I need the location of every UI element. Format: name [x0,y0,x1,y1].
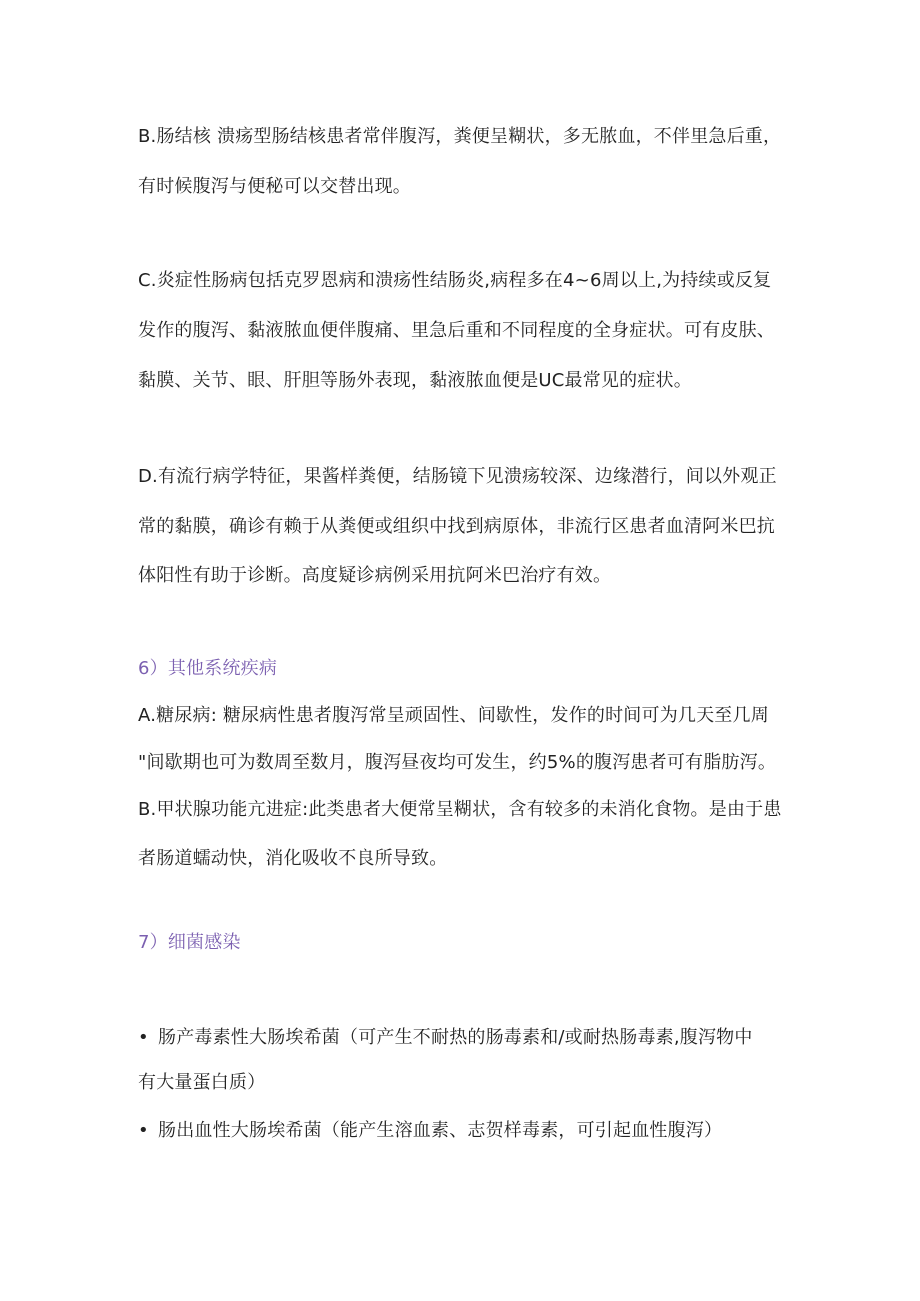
paragraph-b-tb-line-2: 有时候腹泻与便秘可以交替出现。 [138,176,411,197]
paragraph-b-thyroid-line-1: B.甲状腺功能亢进症:此类患者大便常呈糊状，含有较多的未消化食物。是由于患 [138,799,782,820]
paragraph-a-diabetes-line-2: "间歇期也可为数周至数月，腹泻昼夜均可发生，约5%的腹泻患者可有脂肪泻。 [138,752,777,773]
paragraph-d-amoeba-line-3: 体阳性有助于诊断。高度疑诊病例采用抗阿米巴治疗有效。 [138,565,612,586]
bullet-item-etec-line-1: 肠产毒素性大肠埃希菌（可产生不耐热的肠毒素和/或耐热肠毒素,腹泻物中 [158,1027,753,1048]
section-6-heading: 6）其他系统疾病 [138,658,278,679]
paragraph-c-ibd-line-2: 发作的腹泻、黏液脓血便伴腹痛、里急后重和不同程度的全身症状。可有皮肤、 [138,320,775,341]
section-7-heading: 7）细菌感染 [138,932,241,953]
paragraph-d-amoeba-line-2: 常的黏膜，确诊有赖于从粪便或组织中找到病原体，非流行区患者血清阿米巴抗 [138,516,775,537]
paragraph-b-tb-line-1: B.肠结核 溃疡型肠结核患者常伴腹泻，粪便呈糊状，多无脓血，不伴里急后重， [138,126,782,147]
paragraph-a-diabetes-line-1: A.糖尿病: 糖尿病性患者腹泻常呈顽固性、间歇性，发作的时间可为几天至几周 [138,705,769,726]
bullet-marker: • [138,1120,149,1141]
paragraph-d-amoeba-line-1: D.有流行病学特征，果酱样粪便，结肠镜下见溃疡较深、边缘潜行，间以外观正 [138,466,777,487]
paragraph-c-ibd-line-3: 黏膜、关节、眼、肝胆等肠外表现，黏液脓血便是UC最常见的症状。 [138,370,692,391]
paragraph-c-ibd-line-1: C.炎症性肠病包括克罗恩病和溃疡性结肠炎,病程多在4~6周以上,为持续或反复 [138,270,772,291]
bullet-item-etec-line-2: 有大量蛋白质） [138,1072,266,1093]
paragraph-b-thyroid-line-2: 者肠道蠕动快，消化吸收不良所导致。 [138,848,448,869]
bullet-item-ehec-line-1: 肠出血性大肠埃希菌（能产生溶血素、志贺样毒素，可引起血性腹泻） [158,1120,723,1141]
bullet-marker: • [138,1027,149,1048]
